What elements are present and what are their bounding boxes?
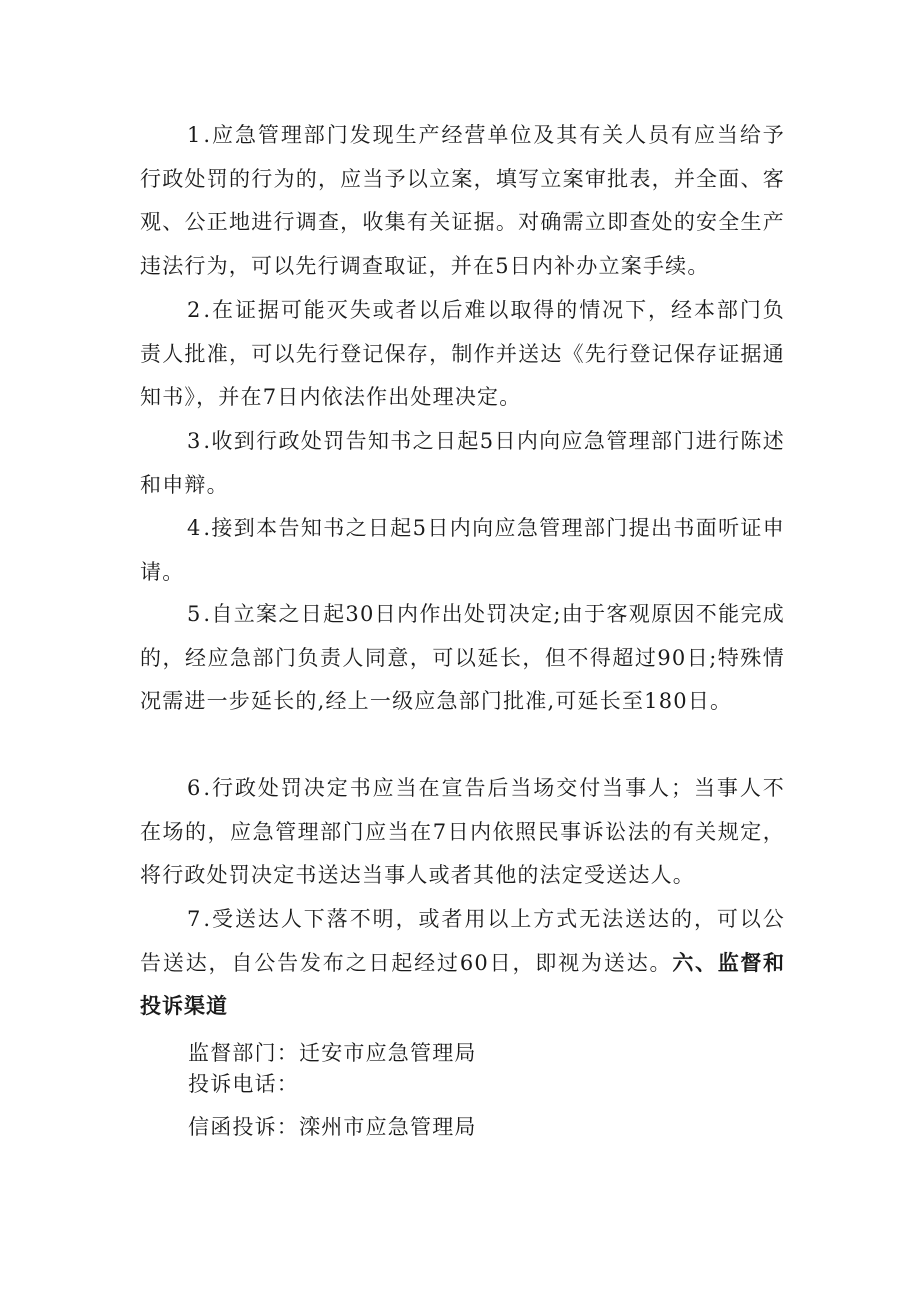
item-text: .接到本告知书之日起5日内向应急管理部门提出书面听证申请。 [140, 516, 785, 584]
item-number: 7 [187, 907, 204, 931]
item-text: .行政处罚决定书应当在宣告后当场交付当事人；当事人不在场的，应急管理部门应当在7日内依照民事诉讼法的有关规定，将行政处罚决定书送达当事人或者其他的法定受送达人。 [140, 776, 785, 887]
item-text: .应急管理部门发现生产经营单位及其有关人员有应当给予行政处罚的行为的，应当予以立案，填写立案审批表，并全面、客观、公正地进行调查，收集有关证据。对确需立即查处的安全生产违法行为，可以先行调查取证，并在5日内补办立案手续。 [140, 123, 785, 278]
list-item [140, 114, 785, 288]
item-text: .自立案之日起30日内作出处罚决定;由于客观原因不能完成的，经应急部门负责人同意，可以延长，但不得超过90日;特殊情况需进一步延长的,经上一级应急部门批准,可延长至180日。 [140, 602, 785, 713]
list-item [140, 507, 785, 594]
list-item [140, 593, 785, 724]
item-text: .在证据可能灭失或者以后难以取得的情况下，经本部门负责人批准，可以先行登记保存，制作并送达《先行登记保存证据通知书》，并在7日内依法作出处理决定。 [140, 298, 785, 409]
list-item [140, 289, 785, 420]
complaint-phone-line: 投诉电话： [188, 1072, 299, 1096]
item-text: .收到行政处罚告知书之日起5日内向应急管理部门进行陈述和申辩。 [140, 429, 785, 497]
item-number: 4 [187, 516, 204, 540]
supervisor-line: 监督部门：迁安市应急管理局 [188, 1041, 477, 1065]
list-item [140, 898, 785, 1029]
item-number: 3 [187, 429, 204, 453]
item-number: 2 [187, 298, 204, 322]
item-number: 1 [187, 123, 204, 147]
section-heading: 六、监督和投诉渠道 [140, 950, 785, 1018]
item-number: 5 [187, 602, 204, 626]
list-item [140, 767, 785, 898]
letter-complaint-line: 信函投诉：滦州市应急管理局 [188, 1115, 477, 1139]
list-item [140, 420, 785, 507]
item-number: 6 [187, 776, 204, 800]
item-text: .受送达人下落不明，或者用以上方式无法送达的，可以公告送达，自公告发布之日起经过60日，即视为送达。 [140, 907, 785, 975]
